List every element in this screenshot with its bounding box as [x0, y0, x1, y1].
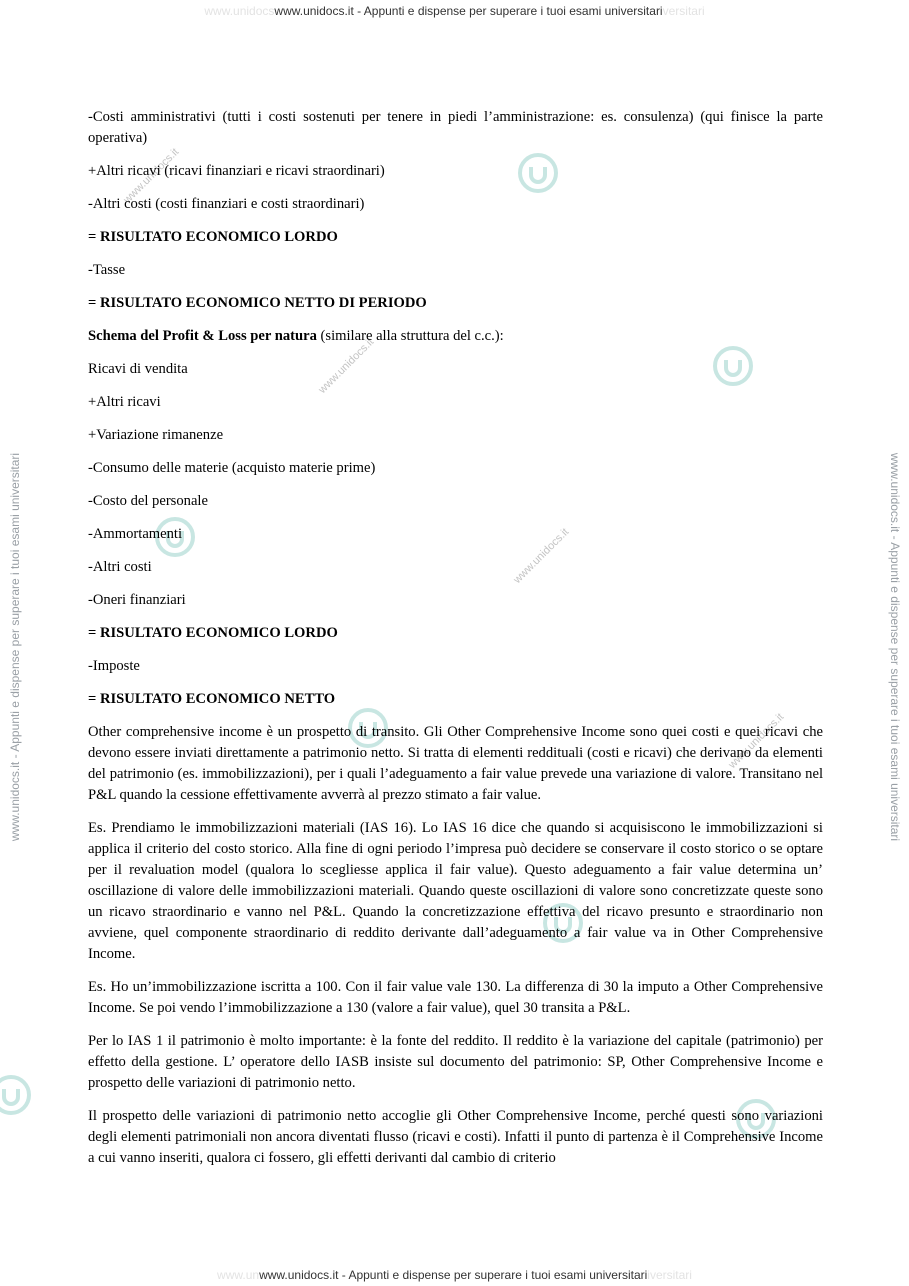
paragraph: Per lo IAS 1 il patrimonio è molto importante: è la fonte del reddito. Il reddito è la variazione del capitale (patrimonio) per effetto della gestione. L’ operatore dello IASB insiste sul documento del patrimonio: SP, Other Comprehensive Income e prospetto delle variazioni di patrimonio netto.	[88, 1033, 823, 1091]
schema-title-rest: (similare alla struttura del c.c.):	[316, 328, 504, 344]
statement-line-text: -Altri costi (costi finanziari e costi straordinari)	[88, 196, 365, 212]
statement-line-text: = RISULTATO ECONOMICO NETTO DI PERIODO	[88, 295, 427, 311]
side-watermark-right: www.unidocs.it - Appunti e dispense per superare i tuoi esami universitari	[888, 452, 902, 842]
schema-line-text: +Altri ricavi	[88, 394, 161, 410]
statement-line	[88, 293, 823, 314]
schema-line-text: -Consumo delle materie (acquisto materie prime)	[88, 460, 376, 476]
schema-line-text: = RISULTATO ECONOMICO LORDO	[88, 625, 338, 641]
footer-ghost-right: iversitari	[647, 1268, 692, 1282]
schema-line	[88, 656, 823, 677]
statement-line-text: +Altri ricavi (ricavi finanziari e ricavi straordinari)	[88, 163, 385, 179]
paragraph: Other comprehensive income è un prospetto di transito. Gli Other Comprehensive Income sono quei costi e quei ricavi che devono essere inviati direttamente a patrimonio netto. Si tratta di elementi reddituali (costi e ricavi) che derivano da elementi del patrimonio (es. immobilizzazioni), per i quali l’adeguamento a fair value prevede una variazione di valore. Transitano nel P&L quando la cessione effettivamente avverrà al prezzo stimato a fair value.	[88, 724, 823, 803]
schema-line-text: -Ammortamenti	[88, 526, 183, 542]
document-body	[88, 107, 823, 1181]
schema-line	[88, 689, 823, 710]
schema-line-text: -Altri costi	[88, 559, 152, 575]
income-statement-lines	[88, 107, 823, 314]
schema-heading	[88, 326, 823, 347]
watermark-text: www.unidocs.it	[511, 526, 572, 586]
schema-line	[88, 590, 823, 611]
statement-line-text: -Costi amministrativi (tutti i costi sostenuti per tenere in piedi l’amministrazione: es. consulenza) (qui finisce la parte operativa)	[88, 109, 823, 146]
schema-line	[88, 392, 823, 413]
schema-line-text: +Variazione rimanenze	[88, 427, 224, 443]
page-header	[0, 4, 909, 18]
statement-line	[88, 227, 823, 248]
schema-line	[88, 359, 823, 380]
paragraph: Il prospetto delle variazioni di patrimonio netto accoglie gli Other Comprehensive Income, perché questi sono variazioni degli elementi patrimoniali non ancora diventati flusso (ricavi e costi). Infatti il punto di partenza è il Comprehensive Income a cui vanno inseriti, qualora ci fossero, gli effetti derivanti dal cambio di criterio	[88, 1108, 823, 1166]
schema-line	[88, 524, 823, 545]
paragraphs	[88, 722, 823, 1169]
watermark-text: www.unidocs.it	[316, 336, 377, 396]
statement-line-text: -Tasse	[88, 262, 126, 278]
header-ghost-left: www.unidocs	[204, 4, 275, 18]
header-ghost-right: versitari	[662, 4, 705, 18]
page-footer	[0, 1268, 909, 1282]
schema-line-text: Ricavi di vendita	[88, 361, 188, 377]
schema-line	[88, 557, 823, 578]
footer-ghost-left: www.un	[217, 1268, 260, 1282]
header-text: www.unidocs.it - Appunti e dispense per superare i tuoi esami universitari	[274, 4, 663, 18]
statement-line-text: = RISULTATO ECONOMICO LORDO	[88, 229, 338, 245]
schema-line-text: -Oneri finanziari	[88, 592, 186, 608]
statement-line	[88, 161, 823, 182]
schema-line	[88, 458, 823, 479]
paragraph: Es. Ho un’immobilizzazione iscritta a 100. Con il fair value vale 130. La differenza di 30 la imputo a Other Comprehensive Income. Se poi vendo l’immobilizzazione a 130 (valore a fair value), quel 30 transita a P&L.	[88, 979, 823, 1016]
schema-line	[88, 425, 823, 446]
side-watermark-left: www.unidocs.it - Appunti e dispense per superare i tuoi esami universitari	[8, 452, 22, 842]
statement-line	[88, 260, 823, 281]
paragraph: Es. Prendiamo le immobilizzazioni materiali (IAS 16). Lo IAS 16 dice che quando si acquisiscono le immobilizzazioni si applica il criterio del costo storico. Alla fine di ogni periodo l’impresa può decidere se conservare il costo storico o se optare per il revaluation model (qualora lo scegliesse applica il fair value). Questo adeguamento a fair value determina un’ oscillazione di valore delle immobilizzazioni materiali. Quando queste oscillazioni di valore sono concretizzate queste sono un ricavo straordinario e vanno nel P&L. Quando la concretizzazione effettiva del ricavo presunto e straordinario non avviene, quel componente straordinario di reddito derivante dall’adeguamento a fair value va in Other Comprehensive Income.	[88, 820, 823, 962]
schema-line-text: = RISULTATO ECONOMICO NETTO	[88, 691, 336, 707]
statement-line	[88, 107, 823, 149]
schema-line-text: -Imposte	[88, 658, 140, 674]
statement-line	[88, 194, 823, 215]
schema-line	[88, 491, 823, 512]
schema-title-bold: Schema del Profit & Loss per natura	[88, 328, 317, 344]
schema-lines	[88, 359, 823, 710]
footer-text: www.unidocs.it - Appunti e dispense per superare i tuoi esami universitari	[259, 1268, 648, 1282]
schema-line-text: -Costo del personale	[88, 493, 208, 509]
schema-line	[88, 623, 823, 644]
watermark-text: www.unidocs.it	[121, 146, 182, 206]
watermark-text: www.unidocs.it	[726, 711, 787, 771]
unidocs-logo-icon	[0, 1072, 34, 1118]
